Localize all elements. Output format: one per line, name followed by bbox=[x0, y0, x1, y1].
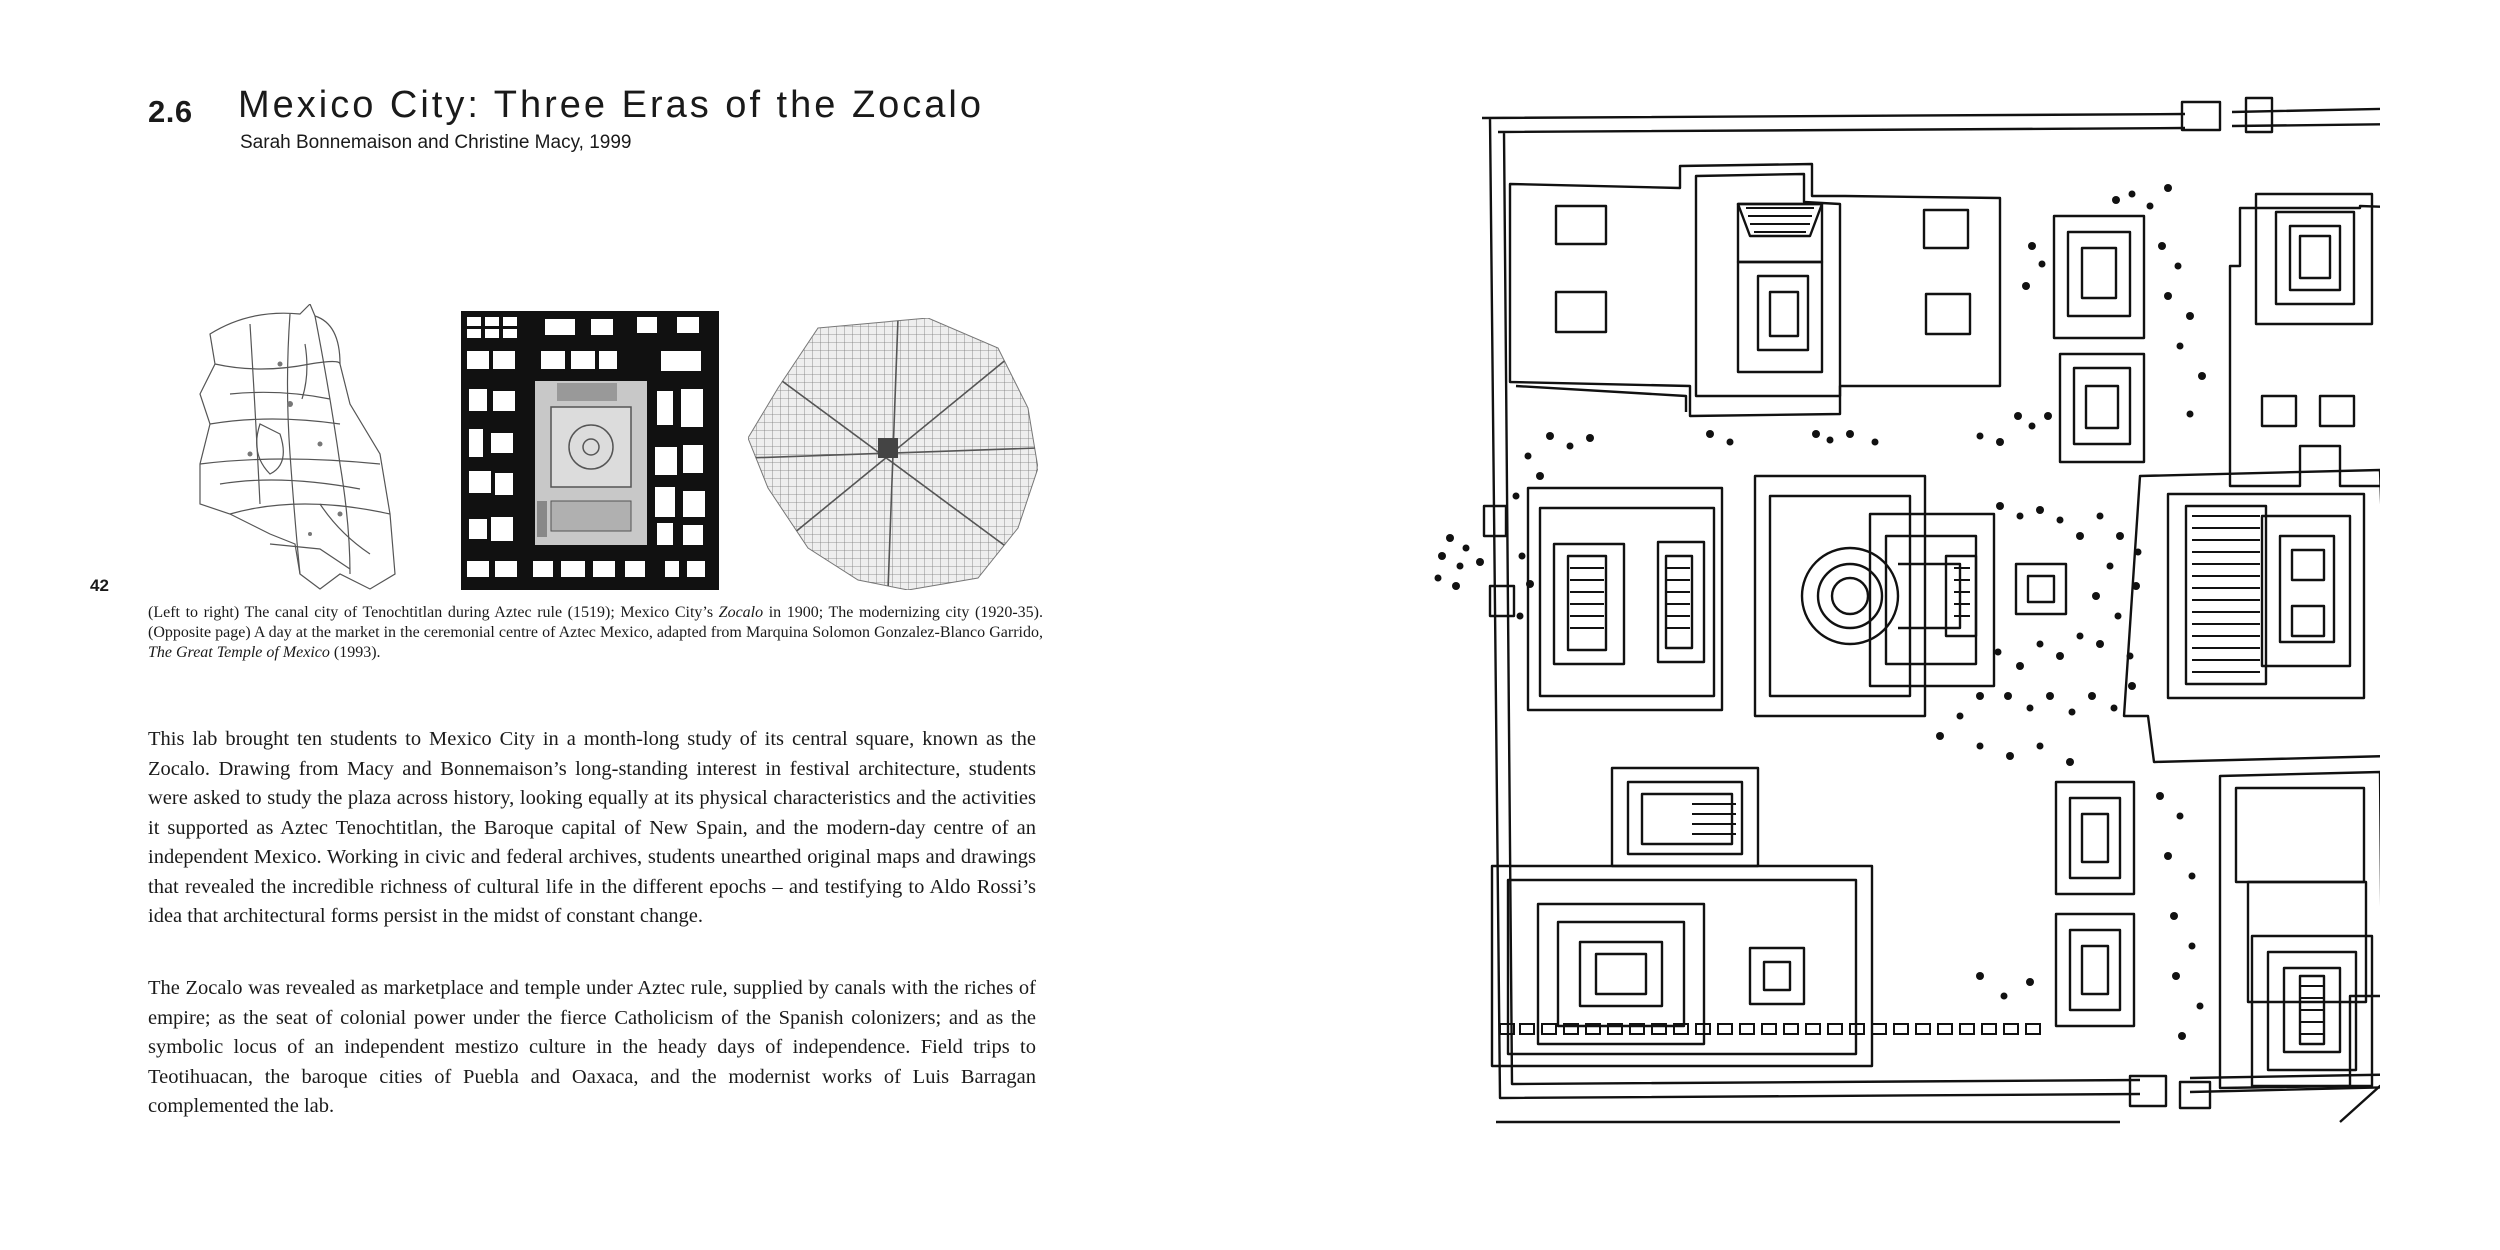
body-paragraph: This lab brought ten students to Mexico City in a month-long study of its central square, known as the Zocalo. Drawing from Macy and Bonnemaison’s long-standing interest in festival architecture, students were asked to study the plaza across history, looking equally at its physical characteristics and the activities it supported as Aztec Tenochtitlan, the Baroque capital of New Spain, and the modern-day centre of an independent Mexico. Working in civic and federal archives, students unearthed original maps and drawings that revealed the incredible richness of cultural life in the different epochs – and testifying to Aldo Rossi’s idea that architectural forms persist in the midst of constant change. bbox=[148, 728, 1036, 927]
caption-italic: Zocalo bbox=[718, 604, 764, 621]
caption-text: in 1900; The modernizing city (1920-35). (Opposite page) A day at the market in the ceremonial centre of Aztec Mexico, adapted from Marquina Solomon Gonzalez-Blanco Garrido, bbox=[148, 604, 1044, 641]
caption-italic: The Great Temple of Mexico bbox=[148, 644, 330, 661]
caption-text: (1993). bbox=[329, 644, 381, 661]
zocalo-1900-plan bbox=[461, 311, 719, 590]
right-page bbox=[1250, 0, 2500, 1250]
caption-text: (Left to right) The canal city of Tenochtitlan during Aztec rule (1519); Mexico City’s bbox=[148, 604, 719, 621]
modernizing-city-map bbox=[748, 318, 1038, 590]
figure-caption bbox=[148, 603, 1043, 663]
page-title: Mexico City: Three Eras of the Zocalo bbox=[238, 84, 984, 126]
section-number: 2.6 bbox=[148, 94, 193, 129]
authors-line: Sarah Bonnemaison and Christine Macy, 1999 bbox=[240, 132, 632, 153]
page-number: 42 bbox=[90, 576, 109, 595]
aztec-ceremonial-centre-drawing bbox=[1420, 96, 2380, 1126]
body-paragraph: The Zocalo was revealed as marketplace and temple under Aztec rule, supplied by canals with the riches of empire; as the seat of colonial power under the fierce Catholicism of the Spanish colonizers; and as the symbolic locus of an independent mestizo culture in the heady days of independence. Field trips to Teotihuacan, the baroque cities of Puebla and Oaxaca, and the modernist works of Luis Barragan complemented the lab. bbox=[148, 977, 1036, 1117]
canal-city-map bbox=[190, 304, 410, 592]
